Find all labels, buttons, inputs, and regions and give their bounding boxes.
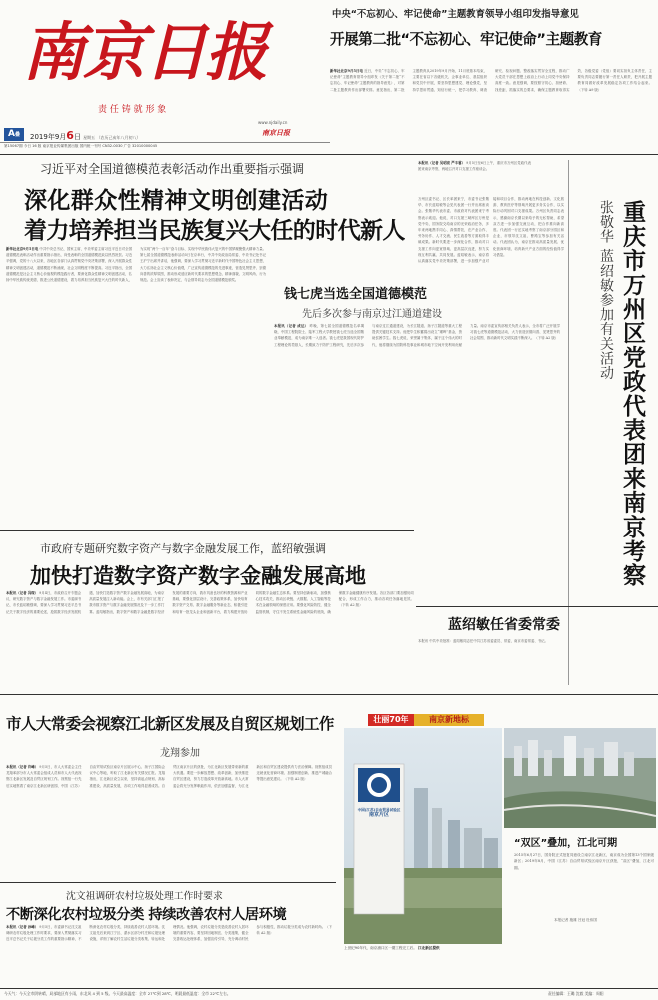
lead-headline-2: 着力培养担当民族复兴大任的时代新人	[24, 217, 405, 244]
right-lead-headline-text: 重庆市万州区党政代表团来南京考察	[619, 200, 645, 588]
top-right-body: 新华社北京9月5日电 近日，中央“不忘初心、牢记使命”主题教育领导小组印发《关于第二批“不忘初心、牢记使命”主题教育的指导意见》，对第二批主题教育作出部署安排。意见指出，第二批主题教育从2019年9月开始，11月底基本结束，主要在省以下各级机关、企事业单位、基层组织和党员中开展，要坚持思想建党、理论强党，坚持学思用贯通、知信行统一，把学习教育、调查研究、检视问题、整改落实贯穿全过程，推动广大党员干部在思想上政治上行动上同党中央保持高度一致。意见强调，要按照守初心、担使命、找差距、抓落实的总要求，确保主题教育取得实效，各级党委（党组）要切实担负主体责任，主要负责同志要履行第一责任人职责，把开展主题教育同做好改革发展稳定各项工作结合起来。（下转 A9 版）	[330, 69, 652, 92]
edition-letter: A	[8, 129, 15, 139]
edition-badge	[4, 128, 24, 141]
right-brief-text: 本报讯 中共中央批准：蓝绍敏同志任中共江苏省委委员、常委，南京市委常委、书记。	[418, 639, 548, 643]
date-bar	[0, 128, 330, 143]
npc-subhead: 龙翔参加	[160, 748, 200, 759]
edition-label: 叠	[14, 132, 20, 138]
photo-banner	[344, 714, 656, 726]
npc-body: 本报讯（记者 许峰） 9月5日，市人大常委会主任龙翔率部分市人大常委会组成人员和市人大代表视察江北新区发展及自贸区规划工作。视察组一行先后实地察看了南京江北新区研创园、中国（江苏）自由贸易试验区南京片区展示中心、扬子江国际会议中心等地，听取了江北新区有关情况汇报。龙翔指出，江北新区设立以来，坚持高起点规划、高标准建设、高质量发展，各项工作取得显著成效。自贸区南京片区的获批，为江北新区发展带来新的重大机遇。要进一步解放思想、改革创新，加快推进自贸区建设，努力打造改革开放新高地。市人大常委会将充分发挥职能作用，依法加强监督，为江北新区和自贸区建设提供有力法治保障。视察组成员还就优化营商环境、加强制度创新、推进产城融合等提出意见建议。（下转 A2 版）	[6, 765, 332, 788]
footer-editors: 责任编辑：王璐 沈毅 美编：周阳	[548, 991, 604, 996]
right-lead-headline	[617, 200, 655, 600]
photo-story-byline: 本报记者 施雄 吕冠 杜伟国	[554, 918, 597, 922]
date-dayname: 日	[73, 133, 81, 141]
top-right-story	[330, 6, 652, 156]
digital-headline: 加快打造数字资产数字金融发展高地	[30, 563, 366, 588]
garbage-kicker: 沈文祖调研农村垃圾处理工作时要求	[66, 891, 223, 902]
photo-feature	[344, 714, 656, 988]
date-day: 6	[66, 129, 74, 142]
right-lead-body: 万州区委书记、区长率团来宁，市委书记张敬华、市长蓝绍敏等会见代表团一行并出席座谈会。张敬华代表市委、市政府对代表团来宁考察表示欢迎。他说，对口支援三峡库区万州是党中央、国务院交给南京的光荣政治任务，多年来两地携手同心、真情帮扶，在产业合作、劳务协作、人才交流、民生改善等方面取得丰硕成果。新时代要进一步深化合作，推动对口支援工作向更宽领域、更高层次迈进，努力实现互利共赢、共同发展。蓝绍敏表示，南京将认真落实党中央决策部署，进一步加强产业对接和项目合作，推动两地在科技创新、文化旅游、教育医疗等领域开展更多务实合作，以实际行动巩固对口支援成果。万州区负责同志表示，感谢南京长期以来给予的无私帮助，希望双方进一步加强交流互动，把合作推向新高度。代表团一行还实地考察了南京部分园区和企业，市领导沈文祖、曹路宝等参加有关活动。代表团认为，南京在推动高质量发展、优化营商环境、培育新兴产业方面的经验值得学习借鉴。	[418, 197, 564, 264]
photo-caption: 上世纪90年代，南京浦口区一期工程完工后。 江北新区提供	[344, 946, 440, 950]
brand-mark: 南京日报	[262, 128, 290, 137]
garbage-body: 本报讯（记者 孙峰） 9月5日，市委副书记沈文祖调研农村垃圾处理工作时要求，要深入贯彻落实习近平总书记关于垃圾分类工作的重要指示精神，不断深化农村垃圾分类，持续改善农村人居环境。沈文祖先后来到江宁区、溧水区部分村庄和垃圾处理设施，详细了解农村生活垃圾分类收集、转运和处理情况。他强调，农村垃圾分类是改善农村人居环境的重要内容，要坚持因地制宜、分类施策，健全完善收运处理体系，加强宣传引导，充分调动村民参与积极性，推动垃圾分类成为农村新时尚。（下转 A2 版）	[6, 925, 332, 942]
photo-story-headline: “双区”叠加，江北可期	[514, 838, 618, 849]
photo-banner-right: 南京新地标	[414, 714, 484, 726]
issue-line: 第15067期 今日 16 版 南京报业传媒集团出版 国内统一刊号 CN32-0030 广告 32010000045	[4, 144, 158, 148]
masthead-slogan: 责 任 铸 就 形 象	[98, 105, 167, 115]
footer-weather: 今天气：今天全市阴转晴，局部地区有小雨，东北风 4 到 5 级。今天最高温度：全市 27℃到 28℃，明晨最低温度：全市 22℃左右。	[4, 991, 231, 996]
right-lead-subhead-text: 张敬华 蓝绍敏参加有关活动	[598, 200, 614, 381]
date-rest: 星期五 （农历己亥年八月初八）	[83, 135, 141, 140]
masthead	[0, 0, 310, 128]
masthead-url[interactable]: www.njdaily.cn	[258, 120, 288, 125]
lead-sidebar-subtitle: 先后多次参与南京过江通道建设	[302, 309, 442, 320]
npc-headline: 市人大常委会视察江北新区发展及自贸区规划工作	[6, 714, 334, 733]
top-right-kicker: 中央“不忘初心、牢记使命”主题教育领导小组印发指导意见	[332, 9, 579, 20]
lead-sidebar-body: 本报讯（记者 成达） 昨晚，第七届全国道德模范名单揭晓，中国工程院院士、陆军工程大学教授钱七虎当选全国敬业奉献模范，成为南京唯一入选者。钱七虎是我国现代防护工程理论的奠基人，长期致力于防护工程研究，先后多次参与南京过江通道建设，为长江隧道、扬子江隧道等重大工程提供关键技术支持。他把毕生积蓄捐出设立“瑾晖”基金，资助贫困学生。钱七虎说，荣誉属于集体，属于这个伟大的时代，他将继续为国防科技事业和城市地下空间开发利用贡献力量。南京市委宣传部相关负责人表示，全市将广泛开展学习钱七虎等道德模范活动，大力营造崇德向善、见贤思齐的社会氛围，推动新时代文明实践不断深入。（下转 A2 版）	[274, 324, 560, 347]
aerial-illustration	[504, 728, 656, 828]
right-brief-headline: 蓝绍敏任省委常委	[448, 617, 560, 633]
photo-story-text: 2015年6月27日，国务院正式批复同意设立南京江北新区，南京成为全国第13个国家级新区；2019年8月，中国（江苏）自由贸易试验区南京片区获批，“双区”叠加，江北可期。	[514, 853, 654, 870]
lead-headline-1: 深化群众性精神文明创建活动	[24, 187, 329, 214]
date-month: 2019年9月	[30, 133, 67, 141]
digital-body: 本报讯（记者 冯琛） 9月4日，市政府召开专题会议，研究数字资产与数字金融发展工作。市委副书记、市长蓝绍敏强调，要深入学习贯彻习近平总书记关于数字经济的重要论述，抢抓数字经济发展机遇，加快打造数字资产数字金融发展高地，为南京高质量发展注入新动能。会上，市有关部门汇报了我市数字资产与数字金融发展情况及下一步工作打算。蓝绍敏指出，数字资产和数字金融是数字经济发展的重要方向，我市具备良好的科教资源和产业基础，要强化顶层设计，完善政策体系，加快培育数字资产交易、数字金融服务等新业态，积极引进和培育一批龙头企业和创新平台，着力构建开放协同的数字金融生态体系。要坚持创新驱动，加强核心技术攻关，推动区块链、大数据、人工智能等技术在金融领域的深度应用。要强化风险防控，健全监管机制，守住不发生系统性金融风险的底线，确保数字金融健康有序发展。各区各部门要加强协同配合，形成工作合力，推动各项任务落地见效。（下转 A2 版）	[6, 591, 414, 614]
digital-kicker: 市政府专题研究数字资产与数字金融发展工作，蓝绍敏强调	[40, 542, 326, 555]
right-lead-subhead	[596, 200, 616, 600]
photo-illustration	[344, 728, 502, 944]
lead-body-left: 新华社北京9月5日电 中共中央总书记、国家主席、中央军委主席习近平近日对全国道德模范表彰活动作出重要指示指出，向受表彰的全国道德模范致以热烈祝贺。习近平强调，党的十八大以来，各地区各部门认真贯彻党中央决策部署，深入开展群众性精神文明创建活动，道德模范不断涌现，社会文明程度不断提高。习近平指出，全国道德模范是社会主义核心价值观的模范践行者，要深化群众性精神文明创建活动，弘扬中华民族传统美德，推进公民道德建设，着力培养担当民族复兴大任的时代新人，为实现“两个一百年”奋斗目标、实现中华民族伟大复兴的中国梦凝聚强大精神力量。第七届全国道德模范表彰活动5日在京举行，中共中央政治局常委、中央书记处书记王沪宁出席并讲话，他强调，要深入学习贯彻习近平新时代中国特色社会主义思想，大力弘扬社会主义核心价值观，广泛宣传道德模范的先进事迹，营造见贤思齐、崇德向善的浓厚氛围，推动形成适应新时代要求的思想观念、精神面貌、文明风尚、行为规范。会上宣读了表彰决定，与会领导同志为全国道德模范颁奖。	[6, 247, 266, 283]
top-right-headline: 开展第二批“不忘初心、牢记使命”主题教育	[330, 31, 602, 48]
photo-aerial	[504, 728, 656, 828]
lead-kicker: 习近平对全国道德模范表彰活动作出重要指示强调	[40, 162, 305, 176]
date-text	[30, 129, 140, 142]
garbage-headline: 不断深化农村垃圾分类 持续改善农村人居环境	[6, 907, 287, 923]
right-lead-body-top: 本报讯（记者 吴明亮 严丰睿） 9月5日至6日上午，重庆市万州区党政代表团来南京考察，两地召开对口支援工作座谈会。	[418, 161, 531, 172]
photo-sign-text: 中国(江苏)自由贸易试验区 南京片区	[357, 808, 401, 818]
photo-banner-left: 壮丽70年	[368, 714, 414, 726]
masthead-title: 南京日报	[22, 15, 266, 89]
lead-sidebar-title: 钱七虎当选全国道德模范	[284, 287, 428, 302]
photo-main	[344, 728, 502, 944]
